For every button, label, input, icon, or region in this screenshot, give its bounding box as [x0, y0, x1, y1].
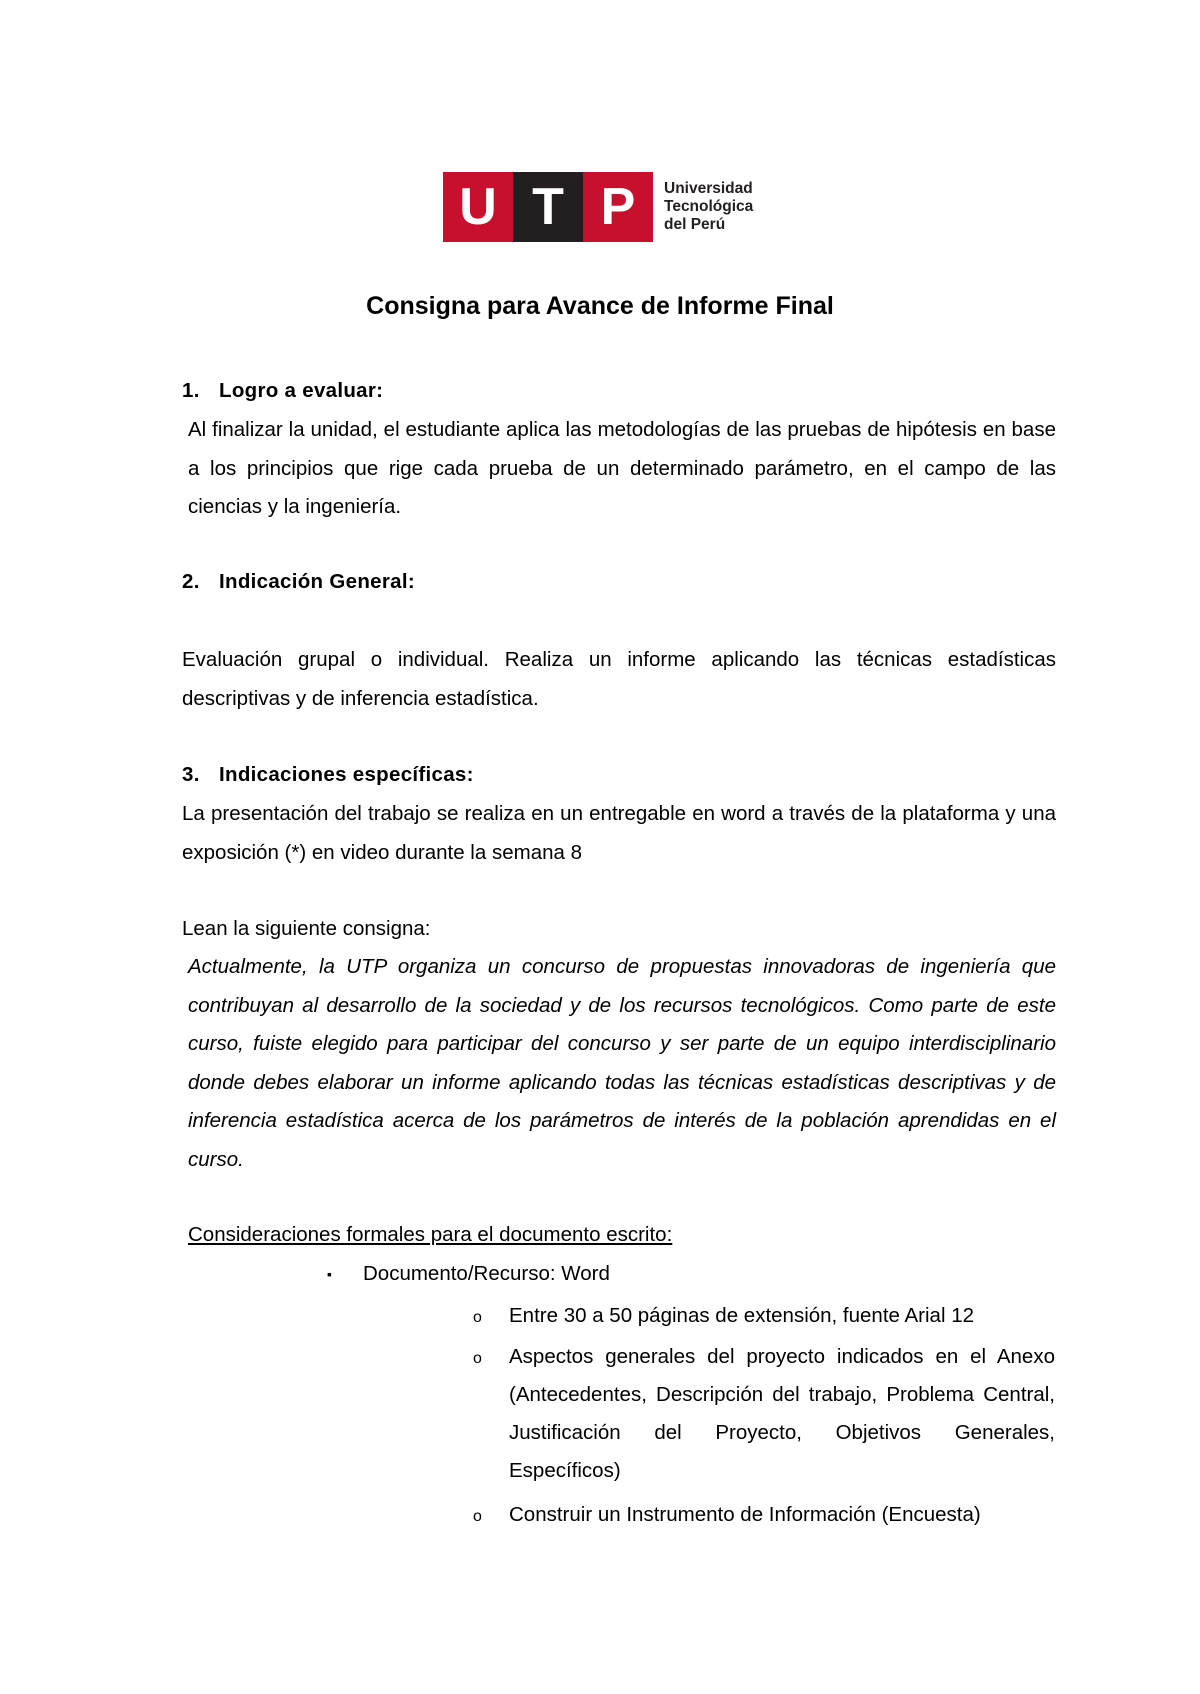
list-item-level1: [327, 1259, 610, 1289]
consideraciones-heading: Consideraciones formales para el documento escrito:: [188, 1223, 673, 1246]
circle-bullet-icon: o: [473, 1350, 482, 1367]
list-item-level2: [473, 1297, 1055, 1335]
section-1-heading: [182, 376, 383, 406]
logo-name-line: Universidad: [664, 180, 753, 197]
logo-university-name: [664, 180, 753, 234]
consigna-intro: Lean la siguiente consigna:: [182, 917, 431, 940]
logo-letter-p: P: [600, 178, 636, 236]
logo-name-line: Tecnológica: [664, 198, 754, 215]
list-item-text: Construir un Instrumento de Información (Encuesta): [509, 1503, 981, 1526]
section-3-body: La presentación del trabajo se realiza en un entregable en word a través de la plataforma y una exposición (*) en video durante la semana 8: [182, 802, 1056, 864]
logo-name-line: del Perú: [664, 216, 726, 233]
section-3-heading: [182, 760, 474, 790]
circle-bullet-icon: o: [473, 1508, 482, 1525]
square-bullet-icon: ▪: [327, 1266, 332, 1282]
list-item-text: Aspectos generales del proyecto indicados en el Anexo (Antecedentes, Descripción del trabajo, Problema Central, Justificación del Proyecto, Objetivos Generales, Específicos): [509, 1345, 1055, 1482]
section-number: 1.: [182, 379, 200, 402]
section-heading-text: Indicación General:: [219, 570, 415, 593]
consigna-text: Actualmente, la UTP organiza un concurso de propuestas innovadoras de ingeniería que contribuyan al desarrollo de la sociedad y de los recursos tecnológicos. Como parte de este curso, fuiste elegido para participar del concurso y ser parte de un equipo interdisciplinario donde debes elaborar un informe aplicando todas las técnicas estadísticas descriptivas y de inferencia estadística acerca de los parámetros de interés de la población aprendidas en el curso.: [188, 955, 1056, 1171]
utp-logo: [443, 172, 763, 242]
section-heading-text: Indicaciones específicas:: [219, 763, 474, 786]
logo-letter-t: T: [532, 178, 564, 236]
list-item-text: Entre 30 a 50 páginas de extensión, fuente Arial 12: [509, 1304, 975, 1327]
list-item-text: Documento/Recurso: Word: [363, 1262, 610, 1285]
document-title: Consigna para Avance de Informe Final: [366, 292, 834, 320]
section-2-heading: [182, 567, 415, 597]
section-number: 2.: [182, 570, 200, 593]
list-item-level2: [473, 1496, 1055, 1534]
section-2-body: Evaluación grupal o individual. Realiza un informe aplicando las técnicas estadísticas descriptivas y de inferencia estadística.: [182, 648, 1056, 710]
section-heading-text: Logro a evaluar:: [219, 379, 384, 402]
logo-letter-u: U: [459, 178, 497, 236]
list-item-level2: [473, 1338, 1055, 1490]
section-1-body: Al finalizar la unidad, el estudiante aplica las metodologías de las pruebas de hipótesis en base a los principios que rige cada prueba de un determinado parámetro, en el campo de las ciencias y la ingeniería.: [188, 418, 1056, 518]
section-number: 3.: [182, 763, 200, 786]
circle-bullet-icon: o: [473, 1309, 482, 1326]
